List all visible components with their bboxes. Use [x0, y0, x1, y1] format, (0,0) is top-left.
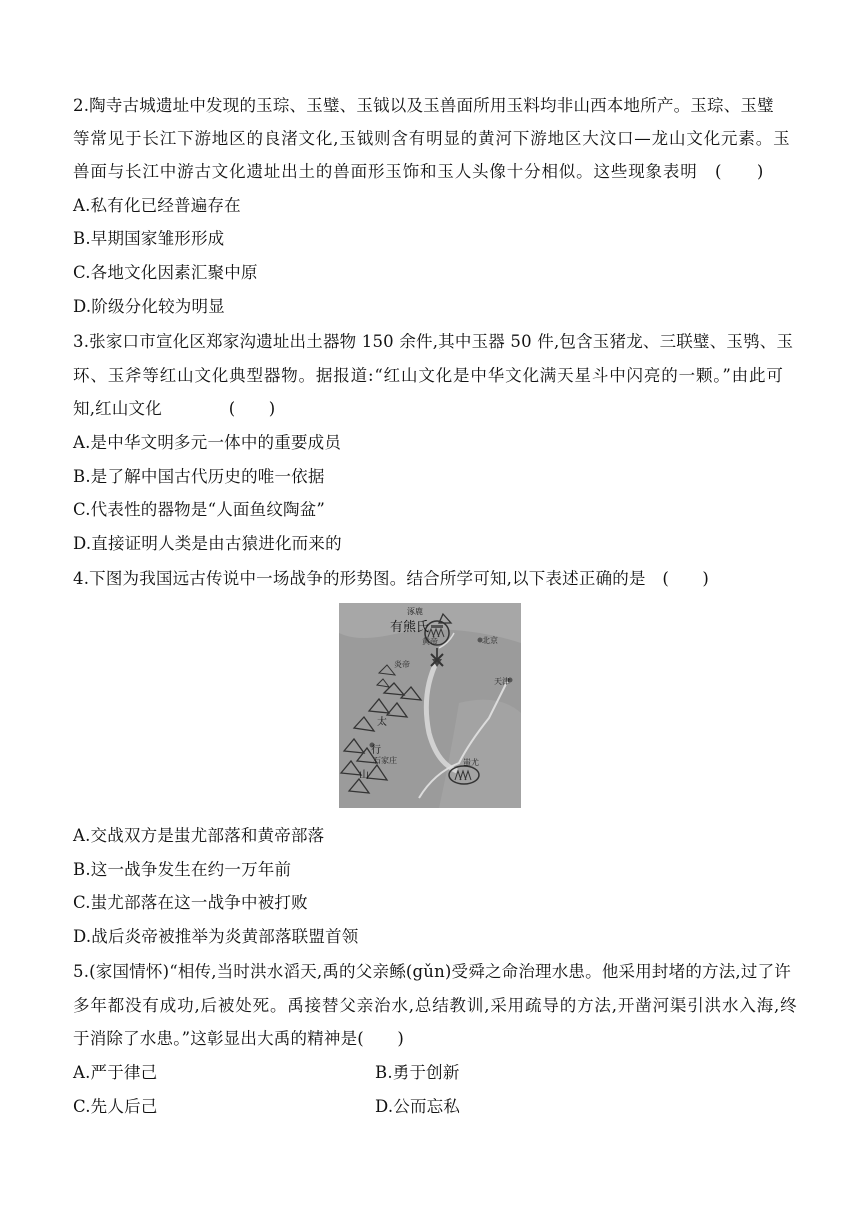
- q3-stem-line-2: 环、玉斧等红山文化典型器物。据报道:“红山文化是中华文化满天星斗中闪亮的一颗。”由此可: [73, 366, 784, 385]
- map-label-huangdi: 黄帝: [422, 637, 438, 646]
- q5-option-d: D.公而忘私: [375, 1097, 461, 1116]
- map-label-tai: 太: [377, 717, 387, 728]
- q4-option-b: B.这一战争发生在约一万年前: [73, 860, 292, 879]
- map-label-zhuolu: 涿鹿: [407, 607, 423, 616]
- map-label-hang: 行: [371, 745, 381, 756]
- q5-option-a: A.严于律己: [73, 1063, 158, 1082]
- map-label-shan: 山: [359, 770, 369, 781]
- battle-map-figure: [339, 603, 521, 808]
- q2-stem-line-3: 兽面与长江中游古文化遗址出土的兽面形玉饰和玉人头像十分相似。这些现象表明 ( ): [73, 162, 765, 181]
- q2-option-c: C.各地文化因素汇聚中原: [73, 263, 258, 282]
- battle-map-svg: [339, 603, 521, 808]
- map-label-youxiongshi: 有熊氏: [390, 620, 430, 635]
- q2-option-d: D.阶级分化较为明显: [73, 297, 225, 316]
- map-label-tianjin: 天津: [494, 677, 510, 686]
- q5-stem-line-2: 多年都没有成功,后被处死。禹接替父亲治水,总结教训,采用疏导的方法,开凿河渠引洪水入海,终: [73, 996, 798, 1015]
- q3-option-a: A.是中华文明多元一体中的重要成员: [73, 433, 342, 452]
- map-label-beijing: 北京: [482, 636, 498, 645]
- q3-option-d: D.直接证明人类是由古猿进化而来的: [73, 534, 342, 553]
- q3-stem-line-3: 知,红山文化 ( ): [73, 399, 276, 418]
- q5-stem-line-1: 5.(家国情怀)“相传,当时洪水滔天,禹的父亲鲧(gǔn)受舜之命治理水患。他采用封堵的方法,过了许: [73, 962, 791, 981]
- q3-option-c: C.代表性的器物是“人面鱼纹陶盆”: [73, 500, 326, 519]
- map-label-yandi: 炎帝: [394, 660, 410, 669]
- q2-stem-line-2: 等常见于长江下游地区的良渚文化,玉钺则含有明显的黄河下游地区大汶口—龙山文化元素。玉: [73, 129, 791, 148]
- map-label-shijiazhuang: 石家庄: [373, 756, 397, 765]
- q2-option-a: A.私有化已经普遍存在: [73, 196, 241, 215]
- q4-option-d: D.战后炎帝被推举为炎黄部落联盟首领: [73, 927, 359, 946]
- q5-option-b: B.勇于创新: [375, 1063, 460, 1082]
- q4-option-a: A.交战双方是蚩尤部落和黄帝部落: [73, 826, 325, 845]
- q5-stem-line-3: 于消除了水患。”这彰显出大禹的精神是( ): [73, 1029, 404, 1048]
- q3-option-b: B.是了解中国古代历史的唯一依据: [73, 467, 325, 486]
- q2-stem-line-1: 2.陶寺古城遗址中发现的玉琮、玉璧、玉钺以及玉兽面所用玉料均非山西本地所产。玉琮、玉璧: [73, 96, 774, 115]
- q3-stem-line-1: 3.张家口市宣化区郑家沟遗址出土器物 150 余件,其中玉器 50 件,包含玉猪龙、三联璧、玉鸮、玉: [73, 332, 794, 351]
- q4-option-c: C.蚩尤部落在这一战争中被打败: [73, 893, 308, 912]
- q5-option-c: C.先人后己: [73, 1097, 158, 1116]
- map-label-chiyou: 蚩尤: [463, 758, 479, 767]
- q4-stem-line-1: 4.下图为我国远古传说中一场战争的形势图。结合所学可知,以下表述正确的是 ( ): [73, 569, 710, 588]
- q2-option-b: B.早期国家雏形形成: [73, 229, 225, 248]
